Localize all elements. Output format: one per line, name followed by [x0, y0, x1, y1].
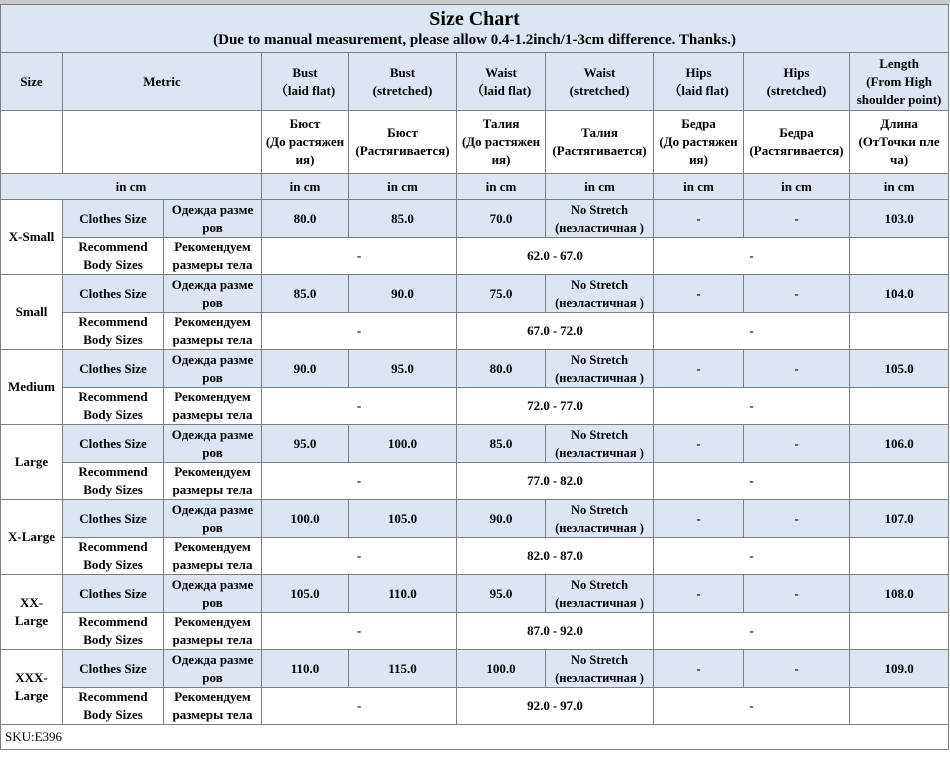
unit-row	[1, 174, 949, 200]
waist-max: 87.0	[560, 548, 583, 563]
bust-body-value: -	[262, 613, 457, 650]
col-header-ru: Талия (Растягивается)	[546, 111, 654, 174]
length-value: 104.0	[850, 275, 949, 313]
col-header-en: Bust （laid flat)	[262, 53, 349, 111]
col-header-en: Length (From High shoulder point)	[850, 53, 949, 111]
unit-label: in cm	[850, 174, 949, 200]
length-body-value	[850, 613, 949, 650]
size-name: Small	[1, 275, 63, 350]
waist-stretched-value: No Stretch (неэластичная )	[546, 200, 654, 238]
bust-body-value: -	[262, 313, 457, 350]
waist-max: 72.0	[560, 323, 583, 338]
col-header-ru: Бюст (До растяжен ия)	[262, 111, 349, 174]
clothes-size-row	[1, 500, 949, 538]
recommend-label: Recommend Body Sizes	[63, 388, 164, 425]
waist-body-range	[457, 388, 654, 425]
waist-body-range	[457, 613, 654, 650]
waist-body-range	[457, 238, 654, 275]
size-header: Size	[1, 53, 63, 111]
bust-stretched-value: 90.0	[349, 275, 457, 313]
waist-stretched-value: No Stretch (неэластичная )	[546, 350, 654, 388]
clothes-size-label: Clothes Size	[63, 275, 164, 313]
recommend-label: Recommend Body Sizes	[63, 538, 164, 575]
hips-stretched-value: -	[744, 350, 850, 388]
col-header-en: Hips (stretched)	[744, 53, 850, 111]
size-name: X-Large	[1, 500, 63, 575]
range-separator: -	[552, 548, 558, 563]
waist-stretched-value: No Stretch (неэластичная )	[546, 650, 654, 688]
clothes-size-label: Clothes Size	[63, 425, 164, 463]
length-value: 107.0	[850, 500, 949, 538]
clothes-size-label-ru: Одежда разме ров	[164, 350, 262, 388]
clothes-size-label-ru: Одежда разме ров	[164, 200, 262, 238]
header-row-ru	[1, 111, 949, 174]
bust-flat-value: 95.0	[262, 425, 349, 463]
length-value: 109.0	[850, 650, 949, 688]
clothes-size-row	[1, 575, 949, 613]
waist-body-range	[457, 313, 654, 350]
waist-min: 67.0	[527, 323, 550, 338]
recommend-body-row	[1, 238, 949, 275]
col-header-en: Bust (stretched)	[349, 53, 457, 111]
bust-flat-value: 80.0	[262, 200, 349, 238]
clothes-size-label: Clothes Size	[63, 350, 164, 388]
waist-flat-value: 95.0	[457, 575, 546, 613]
bust-body-value: -	[262, 688, 457, 725]
waist-max: 92.0	[560, 623, 583, 638]
size-name: Medium	[1, 350, 63, 425]
bust-body-value: -	[262, 538, 457, 575]
clothes-size-label-ru: Одежда разме ров	[164, 650, 262, 688]
recommend-body-row	[1, 463, 949, 500]
hips-body-value: -	[654, 313, 850, 350]
recommend-label-ru: Рекомендуем размеры тела	[164, 463, 262, 500]
hips-body-value: -	[654, 688, 850, 725]
recommend-label-ru: Рекомендуем размеры тела	[164, 538, 262, 575]
hips-flat-value: -	[654, 500, 744, 538]
bust-stretched-value: 100.0	[349, 425, 457, 463]
length-value: 108.0	[850, 575, 949, 613]
hips-stretched-value: -	[744, 200, 850, 238]
waist-min: 62.0	[527, 248, 550, 263]
recommend-label: Recommend Body Sizes	[63, 238, 164, 275]
recommend-body-row	[1, 688, 949, 725]
hips-flat-value: -	[654, 200, 744, 238]
clothes-size-label-ru: Одежда разме ров	[164, 575, 262, 613]
bust-stretched-value: 95.0	[349, 350, 457, 388]
bust-body-value: -	[262, 388, 457, 425]
waist-flat-value: 75.0	[457, 275, 546, 313]
col-header-ru: Бедра (До растяжен ия)	[654, 111, 744, 174]
length-value: 105.0	[850, 350, 949, 388]
recommend-label-ru: Рекомендуем размеры тела	[164, 388, 262, 425]
hips-stretched-value: -	[744, 650, 850, 688]
range-separator: -	[552, 248, 558, 263]
bust-flat-value: 105.0	[262, 575, 349, 613]
recommend-label-ru: Рекомендуем размеры тела	[164, 688, 262, 725]
clothes-size-row	[1, 350, 949, 388]
clothes-size-row	[1, 650, 949, 688]
length-body-value	[850, 388, 949, 425]
waist-flat-value: 70.0	[457, 200, 546, 238]
recommend-label: Recommend Body Sizes	[63, 463, 164, 500]
hips-stretched-value: -	[744, 500, 850, 538]
col-header-ru: Талия (До растяжен ия)	[457, 111, 546, 174]
clothes-size-label: Clothes Size	[63, 500, 164, 538]
metric-header: Metric	[63, 53, 262, 111]
unit-label: in cm	[457, 174, 546, 200]
length-value: 106.0	[850, 425, 949, 463]
col-header-ru: Длина (ОтТочки пле ча)	[850, 111, 949, 174]
unit-label: in cm	[349, 174, 457, 200]
hips-flat-value: -	[654, 425, 744, 463]
waist-flat-value: 85.0	[457, 425, 546, 463]
hips-stretched-value: -	[744, 425, 850, 463]
range-separator: -	[552, 698, 558, 713]
waist-flat-value: 80.0	[457, 350, 546, 388]
col-header-ru: Бюст (Растягивается)	[349, 111, 457, 174]
recommend-label: Recommend Body Sizes	[63, 688, 164, 725]
chart-title: Size Chart	[429, 8, 520, 30]
waist-stretched-value: No Stretch (неэластичная )	[546, 575, 654, 613]
size-name: XX- Large	[1, 575, 63, 650]
size-name: X-Small	[1, 200, 63, 275]
bust-stretched-value: 85.0	[349, 200, 457, 238]
size-name: Large	[1, 425, 63, 500]
clothes-size-row	[1, 275, 949, 313]
hips-flat-value: -	[654, 575, 744, 613]
clothes-size-row	[1, 200, 949, 238]
bust-flat-value: 100.0	[262, 500, 349, 538]
hips-stretched-value: -	[744, 275, 850, 313]
range-separator: -	[552, 398, 558, 413]
waist-min: 87.0	[527, 623, 550, 638]
waist-max: 67.0	[560, 248, 583, 263]
recommend-label-ru: Рекомендуем размеры тела	[164, 313, 262, 350]
title-cell	[1, 5, 949, 53]
unit-label: in cm	[546, 174, 654, 200]
bust-body-value: -	[262, 463, 457, 500]
waist-min: 77.0	[527, 473, 550, 488]
recommend-body-row	[1, 313, 949, 350]
bust-stretched-value: 105.0	[349, 500, 457, 538]
sku-label: SKU:E396	[1, 725, 949, 750]
clothes-size-label: Clothes Size	[63, 650, 164, 688]
range-separator: -	[552, 473, 558, 488]
empty-cell	[1, 111, 63, 174]
unit-label: in cm	[262, 174, 349, 200]
bust-flat-value: 90.0	[262, 350, 349, 388]
length-value: 103.0	[850, 200, 949, 238]
length-body-value	[850, 463, 949, 500]
bust-flat-value: 110.0	[262, 650, 349, 688]
waist-body-range	[457, 463, 654, 500]
clothes-size-label: Clothes Size	[63, 575, 164, 613]
chart-subtitle: (Due to manual measurement, please allow 0.4-1.2inch/1-3cm difference. Thanks.)	[213, 32, 737, 48]
hips-flat-value: -	[654, 275, 744, 313]
waist-stretched-value: No Stretch (неэластичная )	[546, 500, 654, 538]
length-body-value	[850, 313, 949, 350]
waist-min: 72.0	[527, 398, 550, 413]
header-row-en	[1, 53, 949, 111]
recommend-label-ru: Рекомендуем размеры тела	[164, 613, 262, 650]
col-header-en: Waist (stretched)	[546, 53, 654, 111]
clothes-size-label-ru: Одежда разме ров	[164, 500, 262, 538]
clothes-size-row	[1, 425, 949, 463]
hips-stretched-value: -	[744, 575, 850, 613]
recommend-body-row	[1, 538, 949, 575]
waist-min: 92.0	[527, 698, 550, 713]
waist-flat-value: 90.0	[457, 500, 546, 538]
col-header-en: Hips （laid flat)	[654, 53, 744, 111]
length-body-value	[850, 238, 949, 275]
clothes-size-label-ru: Одежда разме ров	[164, 275, 262, 313]
waist-body-range	[457, 538, 654, 575]
clothes-size-label: Clothes Size	[63, 200, 164, 238]
unit-label: in cm	[654, 174, 744, 200]
hips-body-value: -	[654, 463, 850, 500]
hips-flat-value: -	[654, 350, 744, 388]
bust-stretched-value: 115.0	[349, 650, 457, 688]
recommend-label: Recommend Body Sizes	[63, 613, 164, 650]
unit-label: in cm	[744, 174, 850, 200]
unit-label: in cm	[1, 174, 262, 200]
size-name: XXX- Large	[1, 650, 63, 725]
recommend-label-ru: Рекомендуем размеры тела	[164, 238, 262, 275]
waist-max: 97.0	[560, 698, 583, 713]
bust-stretched-value: 110.0	[349, 575, 457, 613]
recommend-label: Recommend Body Sizes	[63, 313, 164, 350]
bust-body-value: -	[262, 238, 457, 275]
hips-flat-value: -	[654, 650, 744, 688]
length-body-value	[850, 538, 949, 575]
waist-body-range	[457, 688, 654, 725]
recommend-body-row	[1, 388, 949, 425]
sku-row	[1, 725, 949, 750]
hips-body-value: -	[654, 613, 850, 650]
col-header-ru: Бедра (Растягивается)	[744, 111, 850, 174]
recommend-body-row	[1, 613, 949, 650]
range-separator: -	[552, 323, 558, 338]
hips-body-value: -	[654, 238, 850, 275]
waist-max: 82.0	[560, 473, 583, 488]
waist-max: 77.0	[560, 398, 583, 413]
size-chart-table	[0, 4, 949, 750]
col-header-en: Waist （laid flat)	[457, 53, 546, 111]
waist-stretched-value: No Stretch (неэластичная )	[546, 275, 654, 313]
title-row	[1, 5, 949, 53]
waist-min: 82.0	[527, 548, 550, 563]
length-body-value	[850, 688, 949, 725]
clothes-size-label-ru: Одежда разме ров	[164, 425, 262, 463]
empty-cell	[63, 111, 262, 174]
bust-flat-value: 85.0	[262, 275, 349, 313]
hips-body-value: -	[654, 388, 850, 425]
range-separator: -	[552, 623, 558, 638]
hips-body-value: -	[654, 538, 850, 575]
waist-stretched-value: No Stretch (неэластичная )	[546, 425, 654, 463]
waist-flat-value: 100.0	[457, 650, 546, 688]
